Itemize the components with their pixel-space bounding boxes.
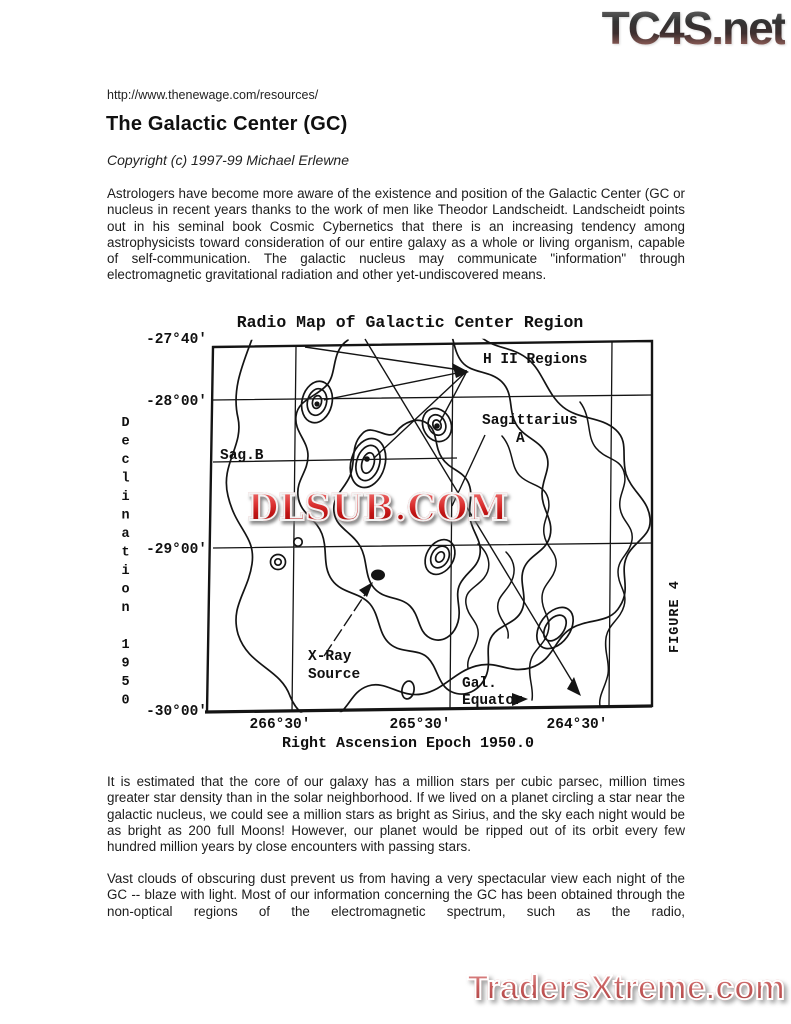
annotation-sag-b: Sag.B [220,448,264,464]
paragraph-3: Vast clouds of obscuring dust prevent us from having a very spectacular view each night of the GC -- blaze with light. Most of our information concerning the GC has been obtained through the non-optical regions of the electromagnetic spectrum, such as the radio, [107,871,685,919]
x-tick: 266°30' [249,717,311,733]
annotation-gal-equator-2: Equator [462,693,523,709]
paragraph-1: Astrologers have become more aware of the existence and position of the Galactic Center (GC or nucleus in recent years thanks to the work of men like Theodor Landscheidt. Landscheidt points out in his seminal book Cosmic Cybernetics that there is an increasing tendency among astrophysicists toward consideration of our entire galaxy as a whole or living organism, capable of self-communication. The galactic nucleus may communicate "information" through electromagnetic gravitational radiation and other yet-undiscovered means. [107,186,685,283]
y-axis-label: Declination 1950 [118,416,133,712]
copyright-line: Copyright (c) 1997-99 Michael Erlewne [107,152,349,168]
y-tick: -27°40' [146,332,207,348]
tc4s-site-logo[interactable]: TC4S.net [601,2,785,54]
annotation-gal-equator: Gal. [462,676,497,692]
y-tick: -30°00' [146,704,207,720]
page-title: The Galactic Center (GC) [106,113,348,135]
figure-title: Radio Map of Galactic Center Region [236,313,584,332]
x-axis-label: Right Ascension Epoch 1950.0 [281,735,535,752]
radio-map-figure [110,306,690,766]
tradersxtreme-site-logo[interactable]: TradersXtreme.com [467,969,785,1007]
dlsub-watermark: DLSUB.COM [243,487,513,529]
annotation-hii-regions: H II Regions [483,352,588,368]
x-tick: 265°30' [389,717,451,733]
figure-caption: FIGURE 4 [668,580,683,653]
annotation-xray-source-2: Source [308,667,361,683]
annotation-sagittarius-a: Sagittarius [482,413,578,429]
radio-map-drawing [110,306,690,766]
x-tick: 264°30' [546,717,608,733]
annotation-sagittarius-a-2: A [516,431,525,447]
y-tick: -28°00' [146,394,207,410]
annotation-xray-source: X-Ray [308,649,352,665]
source-url-text: http://www.thenewage.com/resources/ [107,88,319,102]
paragraph-2: It is estimated that the core of our galaxy has a million stars per cubic parsec, million times greater star density than in the solar neighborhood. If we lived on a planet circling a star near the galactic nucleus, we could see a million stars as bright as Sirius, and the sky each night would be as bright as 200 full Moons! However, our planet would be ripped out of its orbit every few hundred million years by close encounters with passing stars. [107,774,685,855]
y-tick: -29°00' [146,542,207,558]
